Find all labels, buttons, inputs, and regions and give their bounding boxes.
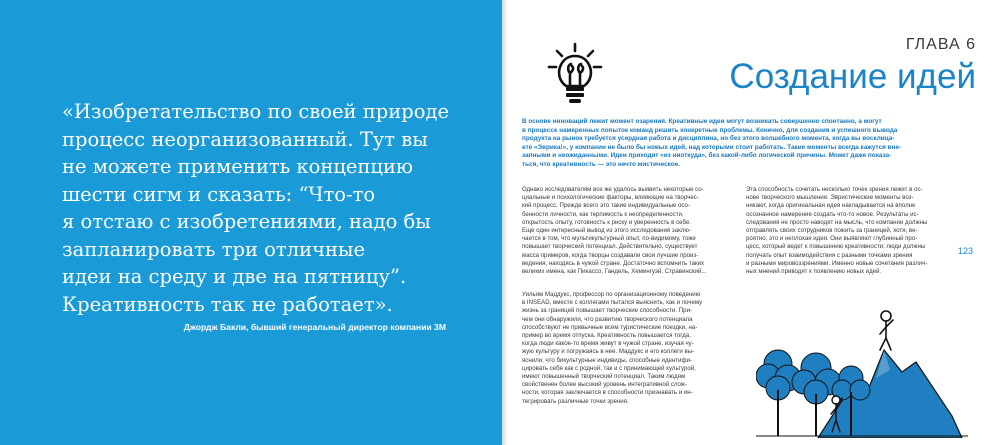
quote-line: идеи на среду и две на пятницу”. <box>62 265 407 288</box>
intro-line: ться, что креативность — это нечто мистическое. <box>522 160 680 168</box>
body-line: циальные и психологические факторы, влияющие на творчес- <box>522 194 699 202</box>
chapter-label: ГЛАВА 6 <box>905 36 976 53</box>
mountain-trees-people-illustration <box>756 286 968 438</box>
intro-line: в процессе намеренных попыток команд решить конкретные проблемы. Конечно, для создания и успешного вывода <box>522 126 898 134</box>
body-line: Уильям Маддукс, профессор по организационному поведению <box>522 291 701 298</box>
body-line: масса примеров, когда творцы создавали свои лучшие произ- <box>522 251 699 259</box>
body-line: роятно, это и неплохая идея. Они выявляют глубинный про- <box>746 235 918 243</box>
intro-line: продукта на рынок требуется усердная работа и дисциплина, но без этого волшебного момента, когда вы восклица- <box>522 135 895 143</box>
body-line: Еще один интересный вывод из этого исследования заклю- <box>522 227 691 235</box>
lightbulb-icon <box>544 40 606 106</box>
body-line: способствуют не привычные всем туристические поездки, на- <box>522 323 698 331</box>
body-line: свойственен более высокий уровень интегративной слож- <box>522 381 687 389</box>
body-line: нове творческого мышления. Эвристические моменты воз- <box>746 194 914 202</box>
quote-line: процесс неорганизованный. Тут вы <box>62 127 428 151</box>
quote-line: запланировать три отличные <box>62 237 366 261</box>
body-line: и разными мировоззрениями. Именно новые сочетания различ- <box>746 259 928 267</box>
chapter-title: Создание идей <box>729 57 976 96</box>
intro-line: ете «Эврика!», у компании не было бы новых идей, над которыми стоит работать. Такие моменты всегда кажутся вне- <box>522 143 902 151</box>
body-column-1-paragraph-2 <box>522 291 734 406</box>
quote-line: Креативность так не работает». <box>62 292 393 316</box>
pull-quote <box>62 98 482 318</box>
body-line: ных мнений приводят к появлению новых идей. <box>746 268 882 276</box>
quote-line: не можете применить концепцию <box>62 155 413 178</box>
body-line: чем они обнаружили, что развитию творческого потенциала <box>522 315 693 323</box>
page-number: 123 <box>958 246 974 256</box>
body-line: повышает творческий потенциал. Действительно, существует <box>522 243 698 251</box>
body-line: Однако исследователям все же удалось выявить некоторые со- <box>522 186 704 193</box>
body-line: осознанное намерение создать что-то новое. Результаты ис- <box>746 210 919 218</box>
body-line: отправлять своих сотрудников пожить за границей, хотя, ве- <box>746 227 918 235</box>
intro-line: запными и неожиданными. Идеи приходят «из ниоткуда», без какой-либо логической причины. Может даже показа- <box>522 152 892 160</box>
body-line: тегрировать различные точки зрения. <box>522 397 629 405</box>
body-line: кий процесс. Прежде всего это такие индивидуальные осо- <box>522 202 690 210</box>
body-line: яснили, что бикультурные индивиды, способные идентифи- <box>522 356 692 364</box>
body-line: цесс, который ведет к повышению креативности: люди должны <box>746 243 926 251</box>
body-column-1-paragraph-1 <box>522 186 734 276</box>
body-line: ности, которая заключается в способности признавать и ин- <box>522 389 693 397</box>
intro-line: В основе инноваций лежит момент озарения. Креативные идеи могут возникать совершенно спонтанно, а могут <box>522 118 882 125</box>
body-line: цировать себя как с родной, так и с принимающей культурой, <box>522 364 696 372</box>
body-line: пример во время отпуска. Креативность повышается тогда, <box>522 332 691 340</box>
quote-line: я отстаю с изобретениями, надо бы <box>62 210 431 233</box>
quote-line: шести сигм и сказать: “Что-то <box>62 182 376 206</box>
body-line: имеют повышенный творческий потенциал. Таким людям <box>522 373 686 381</box>
climber-figure <box>880 311 893 350</box>
body-line: чается в том, что мультикультурный опыт, по-видимому, тоже <box>522 235 696 243</box>
body-line: открытость опыту, готовность к риску и уверенность в себе. <box>522 218 691 226</box>
tree-group <box>756 350 870 404</box>
body-line: Эта способность сочетать несколько точек зрения лежит в ос- <box>746 186 923 193</box>
body-column-2 <box>746 186 958 276</box>
body-line: великих имена, как Пикассо, Гандель, Хемингуэй, Стравинский... <box>522 268 707 276</box>
body-line: когда люди какое-то время живут в чужой стране, изучая чу- <box>522 340 694 348</box>
body-line: в INSEAD, вместе с коллегами пытался выяснить, как и почему <box>522 299 703 307</box>
body-line: никают, когда оригинальная идея накладывается на вполне <box>746 202 916 210</box>
body-line: ведения, находясь в чужой стране. Достаточно вспомнить таких <box>522 259 705 267</box>
body-line: жизнь за границей повышает творческие способности. При- <box>522 307 692 315</box>
right-page <box>508 0 1000 445</box>
quote-line: «Изобретательство по своей природе <box>62 100 450 123</box>
body-line: бенности личности, как терпимость к неопределенности, <box>522 210 684 218</box>
quote-attribution: Джордж Бакли, бывший генеральный директор компании 3M <box>183 322 446 332</box>
body-line: жую культуру и погружаясь в нее. Маддукс и его коллеги вы- <box>522 348 695 356</box>
intro-paragraph <box>522 118 958 170</box>
body-line: следования не просто наводят на мысль, что компании должны <box>746 218 928 226</box>
body-line: получать опыт взаимодействия с разными точками зрения <box>746 251 913 259</box>
